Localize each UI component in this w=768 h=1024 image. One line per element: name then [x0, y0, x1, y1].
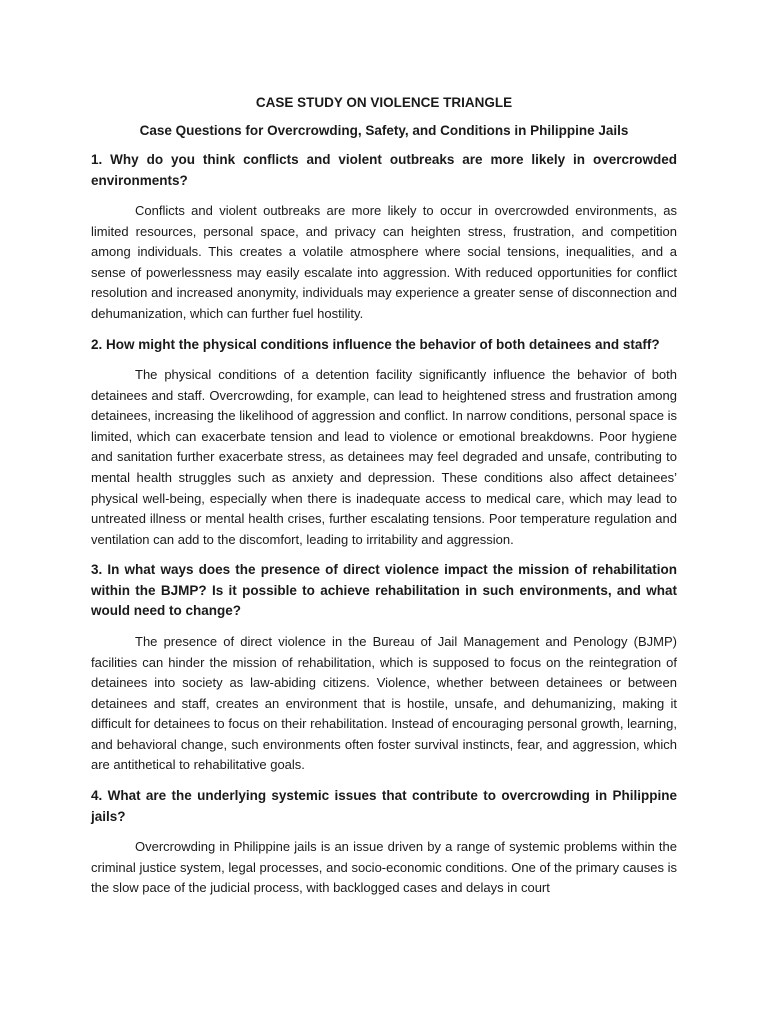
document-subtitle: Case Questions for Overcrowding, Safety, and Conditions in Philippine Jails [139, 123, 629, 138]
answer-3: The presence of direct violence in the Bureau of Jail Management and Penology (BJMP) facilities can hinder the mission of rehabilitation, which is supposed to focus on the reintegration of detainees into society as law-abiding citizens. Violence, whether between detainees or between detainees and staff, creates an environment that is hostile, unsafe, and dehumanizing, making it difficult for detainees to focus on their rehabilitation. Instead of encouraging personal growth, learning, and behavioral change, such environments often foster survival instincts, fear, and aggression, which are antithetical to rehabilitative goals. [91, 633, 677, 773]
answer-1: Conflicts and violent outbreaks are more likely to occur in overcrowded environments, as limited resources, personal space, and privacy can heighten stress, frustration, and competition among individuals. This creates a volatile atmosphere where social tensions, inequalities, and a sense of powerlessness may easily escalate into aggression. With reduced opportunities for conflict resolution and increased anonymity, individuals may experience a greater sense of disconnection and dehumanization, which can further fuel hostility. [91, 203, 677, 321]
answer-2: The physical conditions of a detention facility significantly influence the behavior of both detainees and staff. Overcrowding, for example, can lead to heightened stress and frustration among detainees, increasing the likelihood of aggression and conflict. In narrow conditions, personal space is limited, which can exacerbate tension and lead to violence or emotional breakdowns. Poor hygiene and sanitation further exacerbate stress, as detainees may feel degraded and unsafe, contributing to mental health struggles such as anxiety and depression. These conditions also affect detainees’ physical well-being, especially when there is inadequate access to medical care, which may lead to untreated illness or mental health crises, further escalating tensions. Poor temperature regulation and ventilation can add to the discomfort, leading to irritability and aggression. [91, 367, 677, 547]
question-1: 1. Why do you think conflicts and violent outbreaks are more likely in overcrowded environments? [91, 152, 677, 188]
question-4: 4. What are the underlying systemic issues that contribute to overcrowding in Philippine jails? [91, 788, 677, 824]
question-2: 2. How might the physical conditions influence the behavior of both detainees and staff? [91, 336, 660, 352]
question-3: 3. In what ways does the presence of direct violence impact the mission of rehabilitation within the BJMP? Is it possible to achieve rehabilitation in such environments, and what would need to change? [91, 562, 677, 619]
answer-4: Overcrowding in Philippine jails is an issue driven by a range of systemic problems within the criminal justice system, legal processes, and socio-economic conditions. One of the primary causes is the slow pace of the judicial process, with backlogged cases and delays in court [91, 839, 677, 896]
document-title: CASE STUDY ON VIOLENCE TRIANGLE [255, 95, 513, 110]
